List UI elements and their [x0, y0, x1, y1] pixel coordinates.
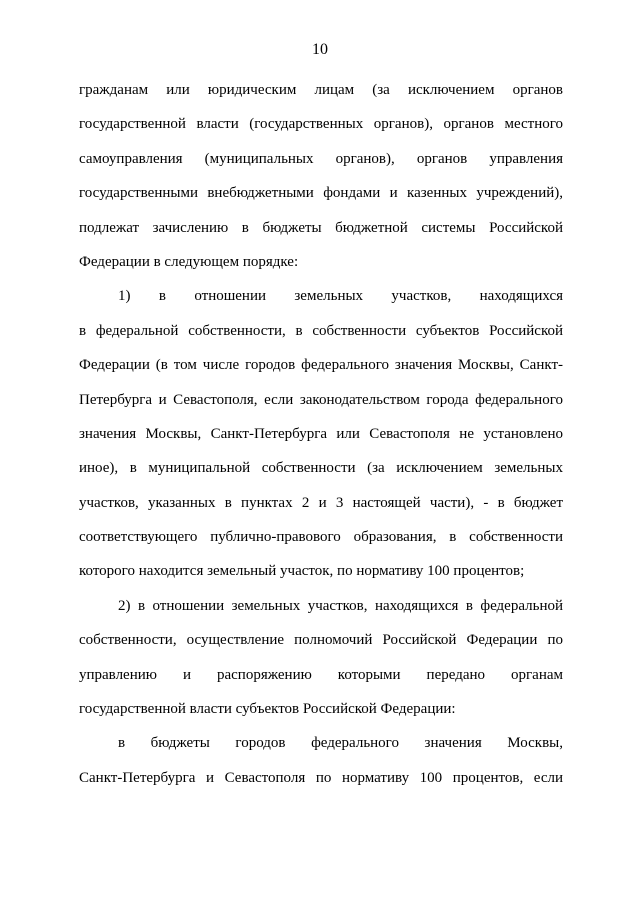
text-line: участков, указанных в пунктах 2 и 3 настоящей части), - в бюджет [79, 494, 563, 511]
document-body [79, 77, 563, 799]
text-line: значения Москвы, Санкт-Петербурга или Севастополя не установлено [79, 425, 563, 442]
text-line: которого находится земельный участок, по нормативу 100 процентов; [79, 563, 525, 580]
text-line: государственной власти субъектов Российской Федерации: [79, 701, 456, 718]
text-line: соответствующего публично-правового образования, в собственности [79, 529, 563, 546]
text-line: Федерации (в том числе городов федерального значения Москвы, Санкт- [79, 357, 563, 374]
text-line: подлежат зачислению в бюджеты бюджетной системы Российской [79, 219, 563, 236]
text-line: Федерации в следующем порядке: [79, 253, 299, 270]
text-line: Петербурга и Севастополя, если законодательством города федерального [79, 391, 563, 408]
text-line: иное), в муниципальной собственности (за исключением земельных [79, 460, 563, 477]
text-line: 2) в отношении земельных участков, находящихся в федеральной [118, 597, 563, 614]
text-line: гражданам или юридическим лицам (за исключением органов [79, 82, 563, 98]
text-line: государственной власти (государственных органов), органов местного [79, 116, 563, 133]
text-line: Санкт-Петербурга и Севастополя по нормативу 100 процентов, если [79, 769, 563, 786]
page-number: 10 [312, 41, 328, 58]
text-line: государственными внебюджетными фондами и казенных учреждений), [79, 185, 563, 202]
text-line: собственности, осуществление полномочий Российской Федерации по [79, 632, 563, 649]
text-line: управлению и распоряжению которыми передано органам [79, 666, 563, 683]
text-line: 1) в отношении земельных участков, находящихся [118, 288, 563, 305]
text-line: в федеральной собственности, в собственности субъектов Российской [79, 322, 563, 339]
text-line: в бюджеты городов федерального значения Москвы, [118, 735, 563, 752]
text-line: самоуправления (муниципальных органов), органов управления [79, 150, 563, 167]
